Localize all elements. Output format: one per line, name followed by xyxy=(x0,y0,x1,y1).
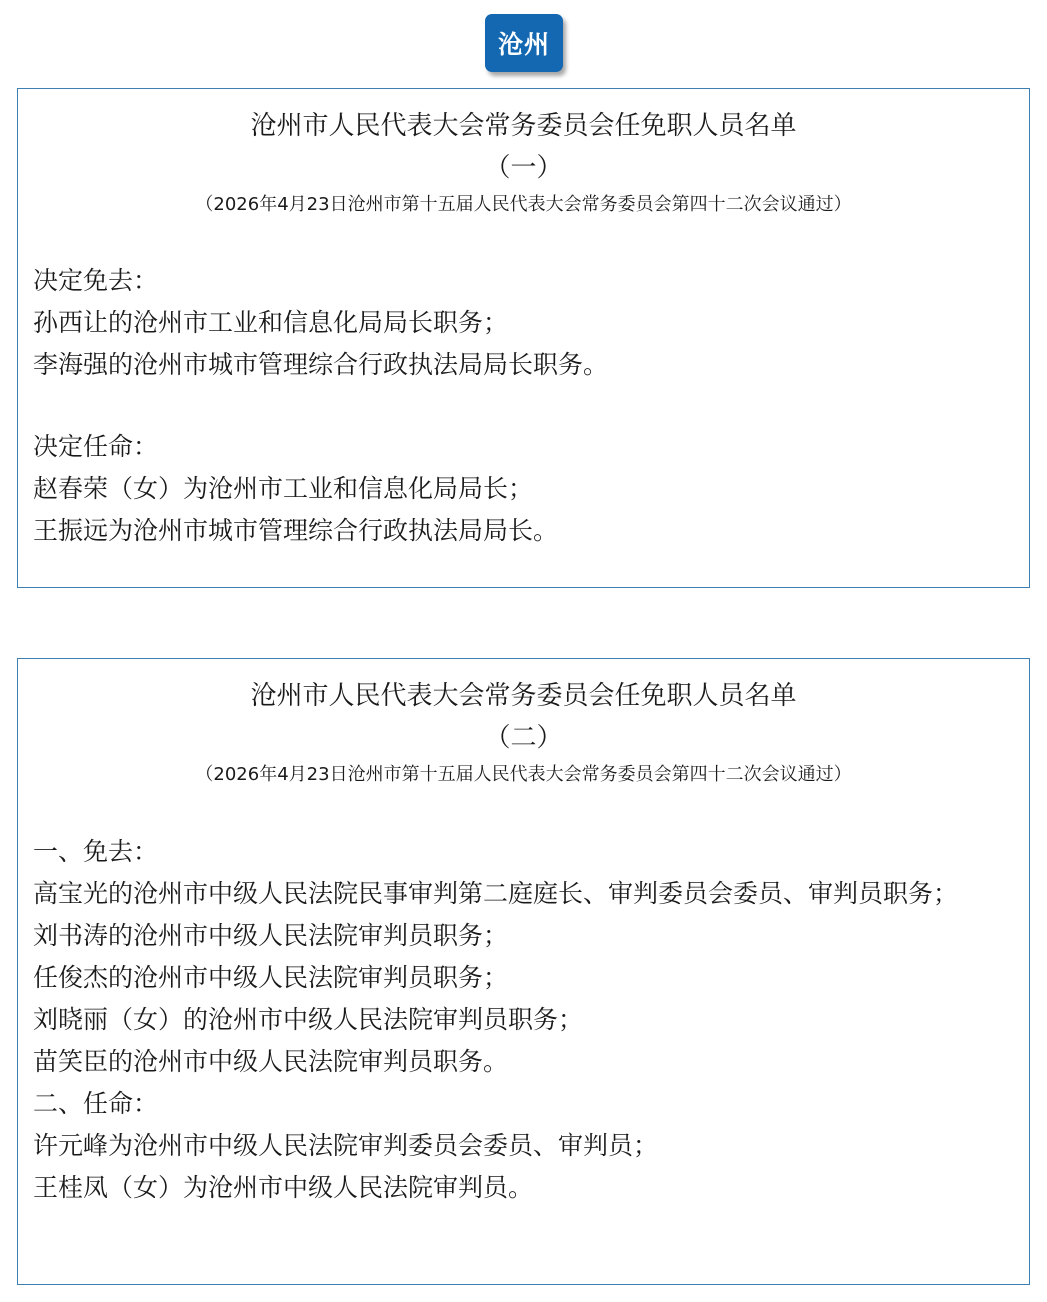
list-item: 李海强的沧州市城市管理综合行政执法局局长职务。 xyxy=(33,350,609,379)
remove-heading: 决定免去： xyxy=(33,266,159,295)
list-item: 刘晓丽（女）的沧州市中级人民法院审判员职务； xyxy=(33,1005,584,1034)
list-item: 赵春荣（女）为沧州市工业和信息化局局长； xyxy=(33,474,534,503)
list-title: 沧州市人民代表大会常务委员会任免职人员名单 xyxy=(250,111,797,141)
adoption-note: （2026年4月23日沧州市第十五届人民代表大会常务委员会第四十二次会议通过） xyxy=(195,194,852,215)
list-item: 王振远为沧州市城市管理综合行政执法局局长。 xyxy=(33,516,559,545)
list-item: 任俊杰的沧州市中级人民法院审判员职务； xyxy=(33,963,509,992)
adoption-note: （2026年4月23日沧州市第十五届人民代表大会常务委员会第四十二次会议通过） xyxy=(195,764,852,785)
list-number: （二） xyxy=(484,723,563,753)
list-item: 孙西让的沧州市工业和信息化局局长职务； xyxy=(33,308,509,337)
appointment-list-2 xyxy=(17,658,1030,1285)
list-content xyxy=(18,831,1029,1209)
list-item: 许元峰为沧州市中级人民法院审判委员会委员、审判员； xyxy=(33,1131,659,1160)
appoint-heading: 决定任命： xyxy=(33,432,159,461)
list-item: 苗笑臣的沧州市中级人民法院审判员职务。 xyxy=(33,1047,509,1076)
appoint-heading: 二、任命： xyxy=(33,1089,159,1118)
appointment-list-1 xyxy=(17,88,1030,588)
city-badge: 沧州 xyxy=(485,14,563,72)
list-number: （一） xyxy=(484,153,563,183)
list-title: 沧州市人民代表大会常务委员会任免职人员名单 xyxy=(250,681,797,711)
list-item: 王桂凤（女）为沧州市中级人民法院审判员。 xyxy=(33,1173,534,1202)
list-content xyxy=(18,260,1029,552)
remove-heading: 一、免去： xyxy=(33,837,159,866)
list-item: 刘书涛的沧州市中级人民法院审判员职务； xyxy=(33,921,509,950)
list-item: 高宝光的沧州市中级人民法院民事审判第二庭庭长、审判委员会委员、审判员职务； xyxy=(33,879,959,908)
